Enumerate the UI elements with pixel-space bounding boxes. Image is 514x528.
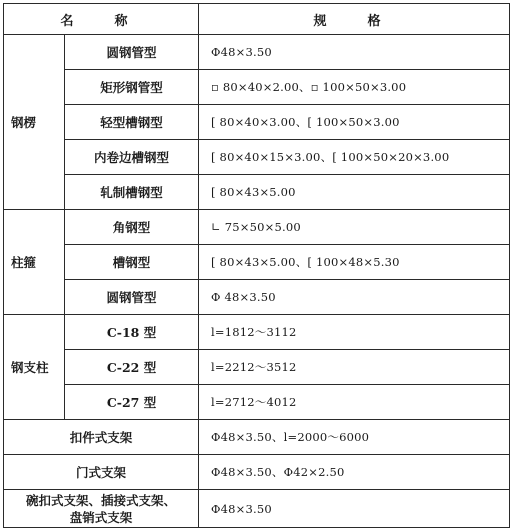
- item-spec: l=2212～3512: [199, 350, 510, 385]
- group-label: 钢支柱: [4, 315, 65, 420]
- item-name: C-27 型: [65, 385, 199, 420]
- table-row: [4, 280, 510, 315]
- item-name: 轧制槽钢型: [65, 175, 199, 210]
- header-name: 名 称: [4, 4, 199, 35]
- item-spec: Φ 48×3.50: [199, 280, 510, 315]
- item-spec: Φ48×3.50: [199, 490, 510, 528]
- table-row: [4, 105, 510, 140]
- table-row: [4, 140, 510, 175]
- item-spec: [ 80×40×15×3.00、[ 100×50×20×3.00: [199, 140, 510, 175]
- item-spec: [ 80×43×5.00、[ 100×48×5.30: [199, 245, 510, 280]
- item-name: 轻型槽钢型: [65, 105, 199, 140]
- table-row: [4, 350, 510, 385]
- table-row: [4, 245, 510, 280]
- item-name: 矩形钢管型: [65, 70, 199, 105]
- item-name: [4, 490, 199, 528]
- item-name-line1: 碗扣式支架、插接式支架、: [26, 492, 177, 508]
- table-row: [4, 420, 510, 455]
- item-name: 角钢型: [65, 210, 199, 245]
- item-spec: [ 80×43×5.00: [199, 175, 510, 210]
- item-spec: Φ48×3.50: [199, 35, 510, 70]
- table-row: [4, 490, 510, 528]
- item-name: 圆钢管型: [65, 280, 199, 315]
- item-spec: l=1812～3112: [199, 315, 510, 350]
- group-label: 柱箍: [4, 210, 65, 315]
- item-spec: l=2712～4012: [199, 385, 510, 420]
- item-name: 门式支架: [4, 455, 199, 490]
- specifications-table: [3, 3, 510, 528]
- item-name-line2: 盘销式支架: [69, 509, 133, 525]
- group-label: 钢楞: [4, 35, 65, 210]
- table-row: [4, 35, 510, 70]
- table-row: [4, 210, 510, 245]
- table-row: [4, 455, 510, 490]
- table-row: [4, 385, 510, 420]
- item-spec: ▫ 80×40×2.00、▫ 100×50×3.00: [199, 70, 510, 105]
- item-name: 扣件式支架: [4, 420, 199, 455]
- table-row: [4, 70, 510, 105]
- item-name: C-22 型: [65, 350, 199, 385]
- header-row: [4, 4, 510, 35]
- item-name: 圆钢管型: [65, 35, 199, 70]
- item-spec: ∟ 75×50×5.00: [199, 210, 510, 245]
- item-name: C-18 型: [65, 315, 199, 350]
- item-spec: Φ48×3.50、Φ42×2.50: [199, 455, 510, 490]
- header-spec: 规 格: [199, 4, 510, 35]
- item-spec: Φ48×3.50、l=2000～6000: [199, 420, 510, 455]
- table-row: [4, 315, 510, 350]
- item-spec: [ 80×40×3.00、[ 100×50×3.00: [199, 105, 510, 140]
- item-name: 槽钢型: [65, 245, 199, 280]
- item-name: 内卷边槽钢型: [65, 140, 199, 175]
- table-row: [4, 175, 510, 210]
